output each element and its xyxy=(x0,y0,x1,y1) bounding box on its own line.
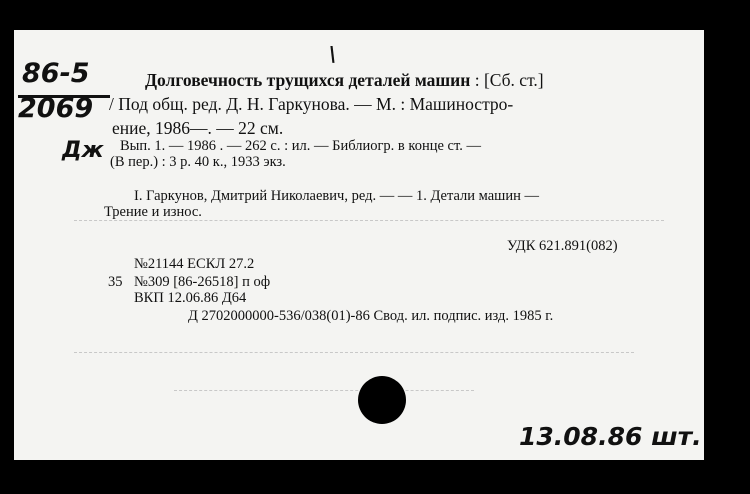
publication-line: ение, 1986—. — 22 см. xyxy=(112,118,284,138)
shelf-mark-top: 86-5 xyxy=(22,58,90,89)
editor-line: / Под общ. ред. Д. Н. Гаркунова. — М. : Машиностро- xyxy=(109,94,514,114)
title-bold: Долговечность трущихся деталей машин xyxy=(145,70,471,90)
code-line: Д 2702000000-536/038(01)-86 Свод. ил. подпис. изд. 1985 г. xyxy=(188,308,554,324)
udk-line: УДК 621.891(082) xyxy=(507,238,618,254)
handwritten-date: 13.08.86 шт. xyxy=(519,422,702,451)
faint-rule xyxy=(74,220,664,221)
order-line: №309 [86-26518] п оф xyxy=(134,274,271,290)
order-number: 35 xyxy=(108,274,123,290)
handwritten-top-mark: \ xyxy=(329,42,337,66)
catalog-card xyxy=(14,30,704,460)
subject-line-2: Трение и износ. xyxy=(104,204,202,220)
volume-line: Вып. 1. — 1986 . — 262 с. : ил. — Библиогр. в конце ст. — xyxy=(120,138,481,154)
vkp-line: ВКП 12.06.86 Д64 xyxy=(134,290,247,306)
title-rest: : [Сб. ст.] xyxy=(470,70,544,90)
punch-hole xyxy=(358,376,406,424)
faint-rule-3 xyxy=(174,390,474,391)
price-line: (В пер.) : 3 р. 40 к., 1933 экз. xyxy=(110,154,286,170)
faint-rule-2 xyxy=(74,352,634,353)
registration-line: №21144 ЕСКЛ 27.2 xyxy=(134,256,255,272)
handwritten-initials: Дж xyxy=(62,138,104,163)
subject-line: I. Гаркунов, Дмитрий Николаевич, ред. — — 1. Детали машин — xyxy=(134,188,539,204)
title-line xyxy=(145,70,544,91)
shelf-mark-bottom: 2069 xyxy=(18,93,94,124)
